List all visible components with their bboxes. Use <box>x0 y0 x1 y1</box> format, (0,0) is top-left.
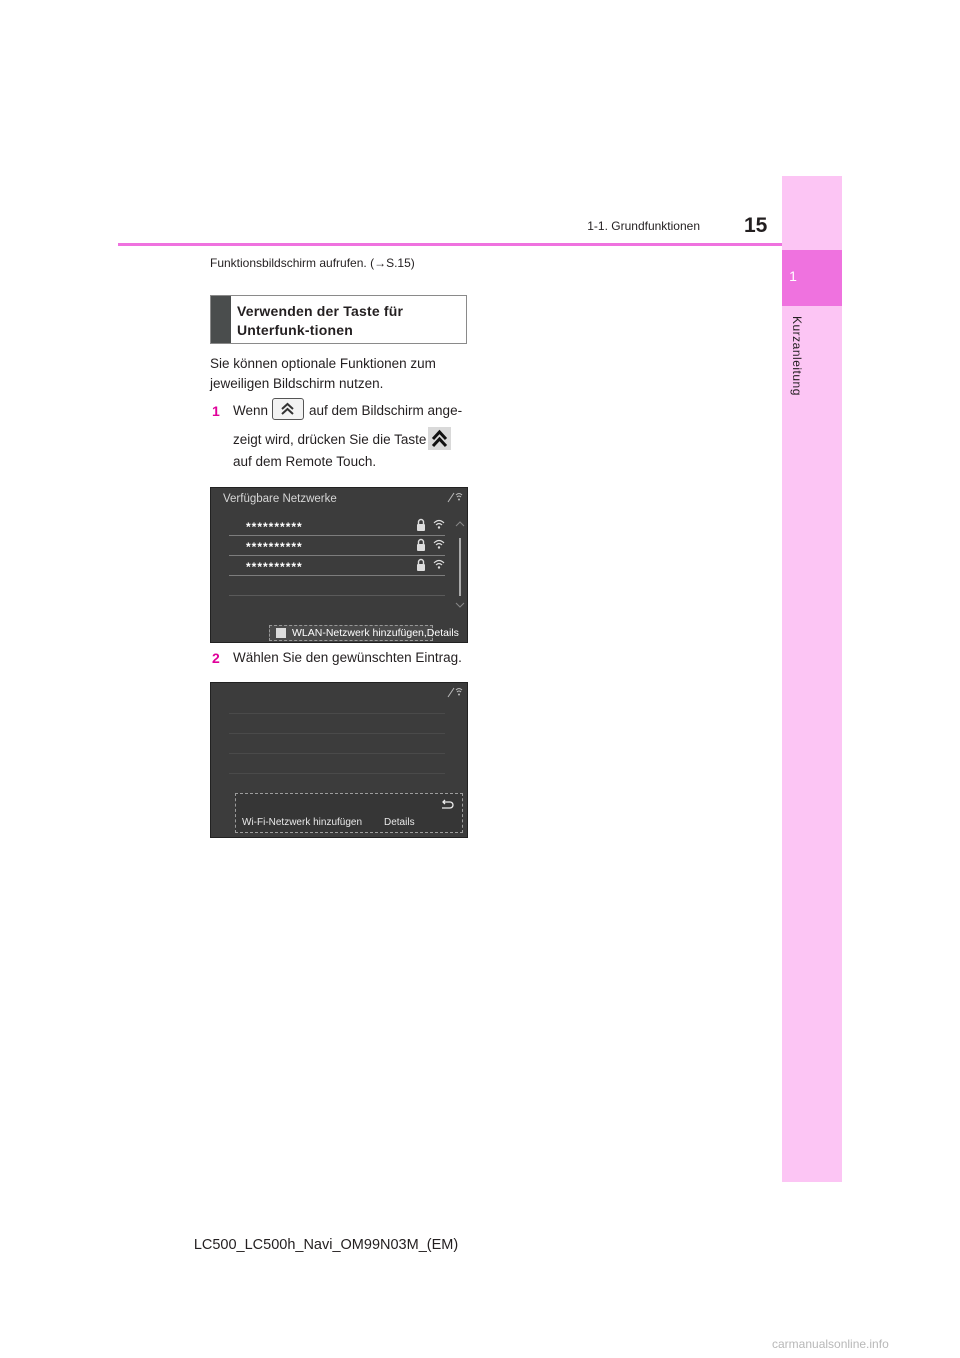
dimmed-row-divider <box>229 713 445 714</box>
lock-icon <box>416 538 426 552</box>
dimmed-row-divider <box>229 773 445 774</box>
menu-item-add-network[interactable]: Wi-Fi-Netzwerk hinzufügen <box>242 817 363 828</box>
chapter-number: 1 <box>789 268 797 284</box>
subsection-heading: Verwenden der Taste für Unterfunk-tionen <box>237 303 404 338</box>
network-name: ********** <box>246 540 303 554</box>
add-network-details-button[interactable] <box>269 625 459 641</box>
wifi-status-icon <box>447 491 463 503</box>
subfunction-menu-screen <box>210 682 468 838</box>
subfunction-icon <box>276 628 286 638</box>
back-icon[interactable] <box>440 799 454 811</box>
menu-item-details[interactable]: Details <box>384 817 415 828</box>
scrollbar[interactable] <box>459 538 461 596</box>
network-list-item[interactable] <box>229 556 445 576</box>
section-title: 1-1. Grundfunktionen <box>587 219 700 233</box>
document-code: LC500_LC500h_Navi_OM99N03M_(EM) <box>193 1237 459 1253</box>
add-network-details-label: WLAN-Netzwerk hinzufügen,Details <box>292 627 459 639</box>
scroll-up-icon[interactable] <box>455 520 465 528</box>
network-list-item[interactable] <box>229 536 445 556</box>
step-number-1: 1 <box>212 403 220 419</box>
remote-touch-key <box>428 427 451 450</box>
network-list-item[interactable] <box>229 516 445 536</box>
description-paragraph: Sie können optionale Funktionen zum jeweiligen Bildschirm nutzen. <box>210 356 436 391</box>
lock-icon <box>416 518 426 532</box>
wifi-signal-icon <box>433 538 445 550</box>
page-number: 15 <box>744 214 768 237</box>
dimmed-row-divider <box>229 753 445 754</box>
footer <box>0 1237 960 1253</box>
empty-list-row <box>229 576 445 596</box>
scroll-down-icon[interactable] <box>455 601 465 609</box>
double-chevron-up-icon <box>273 399 302 418</box>
available-networks-screen <box>210 487 468 643</box>
header-rule <box>118 243 782 246</box>
subfunction-screen-button <box>272 398 304 420</box>
lock-icon <box>416 558 426 572</box>
intro-text: Funktionsbildschirm aufrufen. (→S.15) <box>210 256 415 270</box>
wifi-signal-icon <box>433 518 445 530</box>
dimmed-row-divider <box>229 733 445 734</box>
network-name: ********** <box>246 560 303 574</box>
subfunction-menu-panel <box>235 793 463 833</box>
double-chevron-up-icon <box>428 427 451 450</box>
heading-bar <box>211 296 231 343</box>
step-2-text: Wählen Sie den gewünschten Eintrag. <box>233 650 462 665</box>
wifi-status-icon <box>447 686 463 698</box>
chapter-label: Kurzanleitung <box>790 316 804 396</box>
step-1-text-line2: zeigt wird, drücken Sie die Taste <box>233 432 427 447</box>
step-number-2: 2 <box>212 650 220 666</box>
watermark: carmanualsonline.info <box>772 1337 889 1351</box>
network-name: ********** <box>246 520 303 534</box>
screen-title: Verfügbare Netzwerke <box>223 493 337 505</box>
subsection-heading-box <box>210 295 467 344</box>
wifi-signal-icon <box>433 558 445 570</box>
step-1-text-b: auf dem Bildschirm ange- <box>309 403 463 418</box>
step-1-text-a: Wenn <box>233 403 269 418</box>
step-1-text-line3: auf dem Remote Touch. <box>233 454 377 469</box>
